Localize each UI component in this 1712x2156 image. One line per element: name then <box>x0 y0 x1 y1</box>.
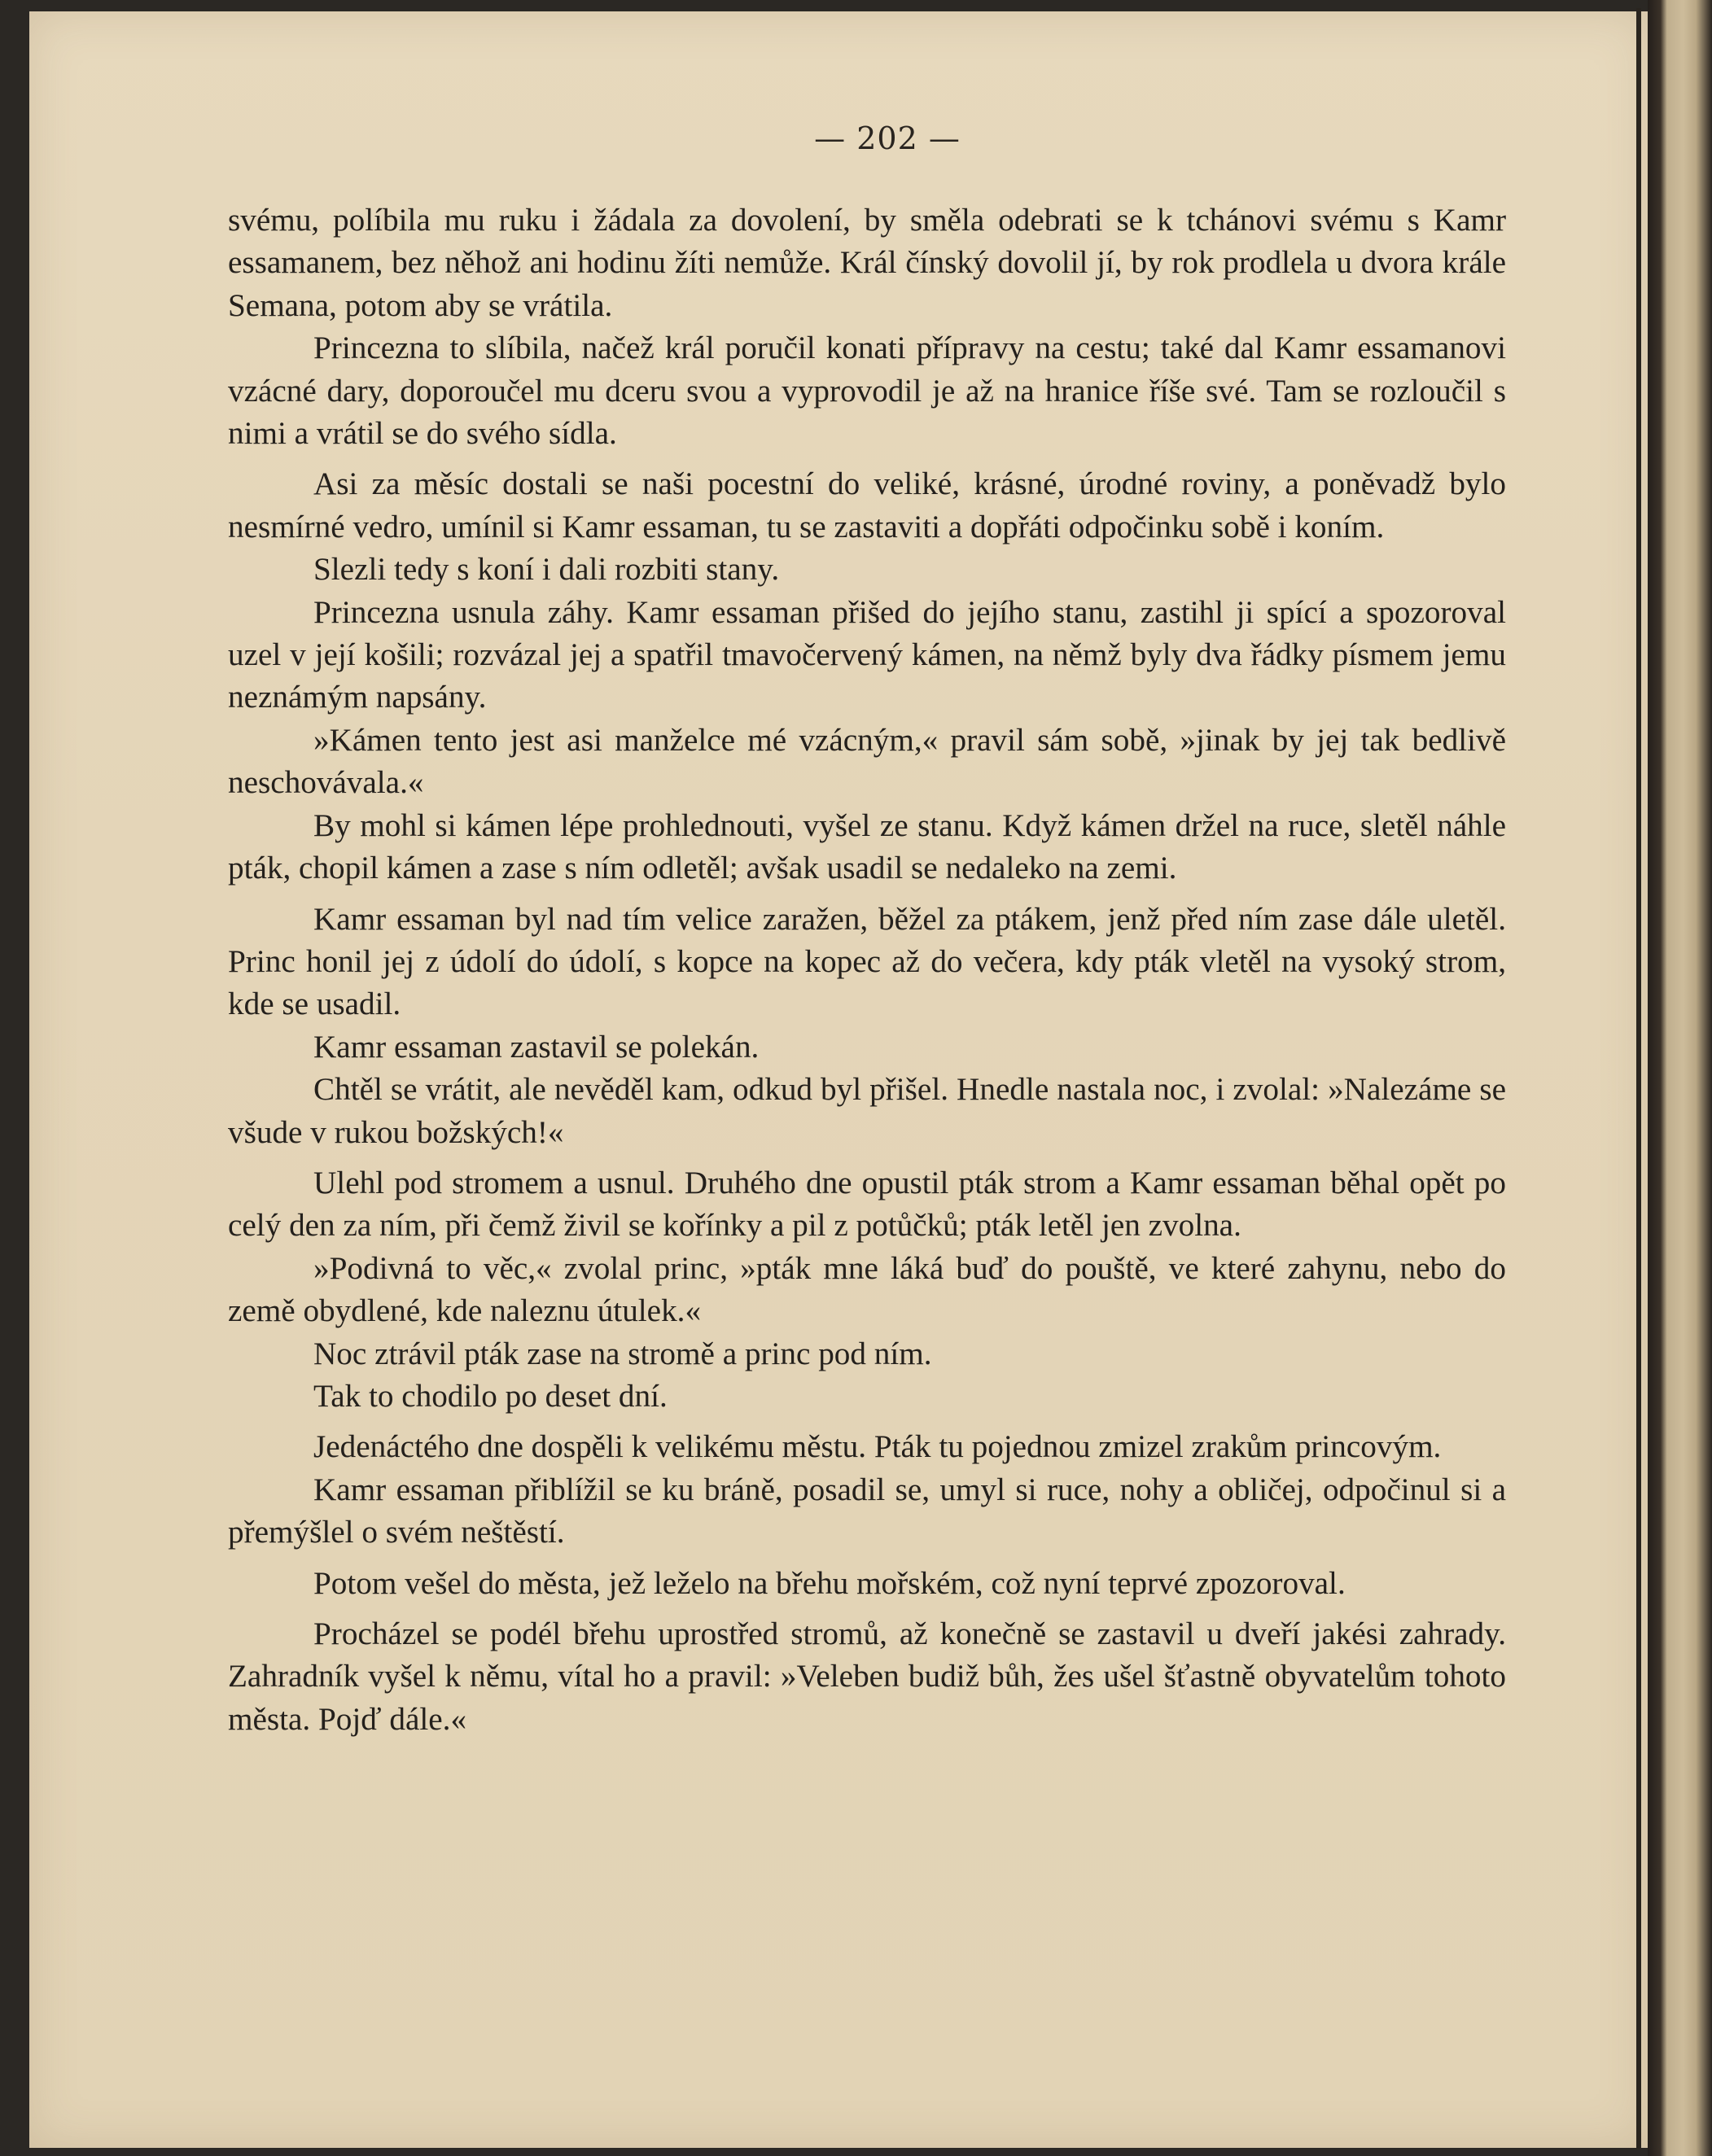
paragraph: Asi za měsíc dostali se naši pocestní do veliké, krásné, úrodné roviny, a poněvadž bylo nesmírné vedro, umínil si Kamr essaman, tu se zastaviti a dopřáti odpočinku sobě i koním. <box>228 466 1506 544</box>
paragraph: Potom vešel do města, jež leželo na břehu mořském, což nyní teprvé zpozoroval. <box>313 1565 1346 1601</box>
body-text <box>228 199 1506 1741</box>
paragraph: Slezli tedy s koní i dali rozbiti stany. <box>313 552 780 588</box>
paragraph: Tak to chodilo po deset dní. <box>313 1378 668 1414</box>
paragraph: Kamr essaman byl nad tím velice zaražen, běžel za ptákem, jenž před ním zase dále uletěl. Princ honil jej z údolí do údolí, s kopce na kopec až do večera, kdy pták vletěl na vysoký strom, kde se usadil. <box>228 901 1506 1022</box>
paragraph: svému, políbila mu ruku i žádala za dovolení, by směla odebrati se k tchánovi svému s Kamr essamanem, bez něhož ani hodinu žíti nemůže. Král čínský dovolil jí, by rok prodlela u dvora krále Semana, potom aby se vrátila. <box>228 203 1506 323</box>
paragraph: Kamr essaman zastavil se polekán. <box>313 1029 760 1065</box>
paragraph: »Kámen tento jest asi manželce mé vzácným,« pravil sám sobě, »jinak by jej tak bedlivě neschovávala.« <box>228 722 1506 801</box>
page-border-line <box>1636 8 1641 2149</box>
paragraph: By mohl si kámen lépe prohlednouti, vyšel ze stanu. Když kámen držel na ruce, sletěl náhle pták, chopil kámen a zase s ním odletěl; avšak usadil se nedaleko na zemi. <box>228 807 1506 886</box>
paragraph: Ulehl pod stromem a usnul. Druhého dne opustil pták strom a Kamr essaman běhal opět po celý den za ním, při čemž živil se kořínky a pil z potůčků; pták letěl jen zvolna. <box>228 1165 1506 1244</box>
paragraph: Procházel se podél břehu uprostřed stromů, až konečně se zastavil u dveří jakési zahrady. Zahradník vyšel k němu, vítal ho a pravil: »Veleben budiž bůh, žes ušel šťastně obyvatelům tohoto města. Pojď dále.« <box>228 1616 1506 1737</box>
paragraph: Noc ztrávil pták zase na stromě a princ pod ním. <box>313 1336 932 1371</box>
paragraph: Kamr essaman přiblížil se ku bráně, posadil se, umyl si ruce, nohy a obličej, odpočinul si a přemýšlel o svém neštěstí. <box>228 1472 1506 1550</box>
paragraph: Princezna to slíbila, načež král poručil konati přípravy na cestu; také dal Kamr essamanovi vzácné dary, doporoučel mu dceru svou a vyprovodil je až na hranice říše své. Tam se rozloučil s nimi a vrátil se do svého sídla. <box>228 330 1506 452</box>
page-number: — 202 — <box>814 120 961 156</box>
paragraph: Princezna usnula záhy. Kamr essaman přišed do jejího stanu, zastihl ji spící a spozoroval uzel v její košili; rozvázal jej a spatřil tmavočervený kámen, na němž byly dva řádky písmem jemu neznámým napsány. <box>228 594 1506 715</box>
paragraph: »Podivná to věc,« zvolal princ, »pták mne láká buď do pouště, ve které zahynu, nebo do země obydlené, kde naleznu útulek.« <box>228 1250 1506 1329</box>
paragraph: Jedenáctého dne dospěli k velikému městu. Pták tu pojednou zmizel zrakům princovým. <box>313 1429 1442 1465</box>
book-edge <box>1648 0 1712 2156</box>
paragraph: Chtěl se vrátit, ale nevěděl kam, odkud byl přišel. Hnedle nastala noc, i zvolal: »Nalezáme se všude v rukou božských!« <box>228 1072 1506 1150</box>
